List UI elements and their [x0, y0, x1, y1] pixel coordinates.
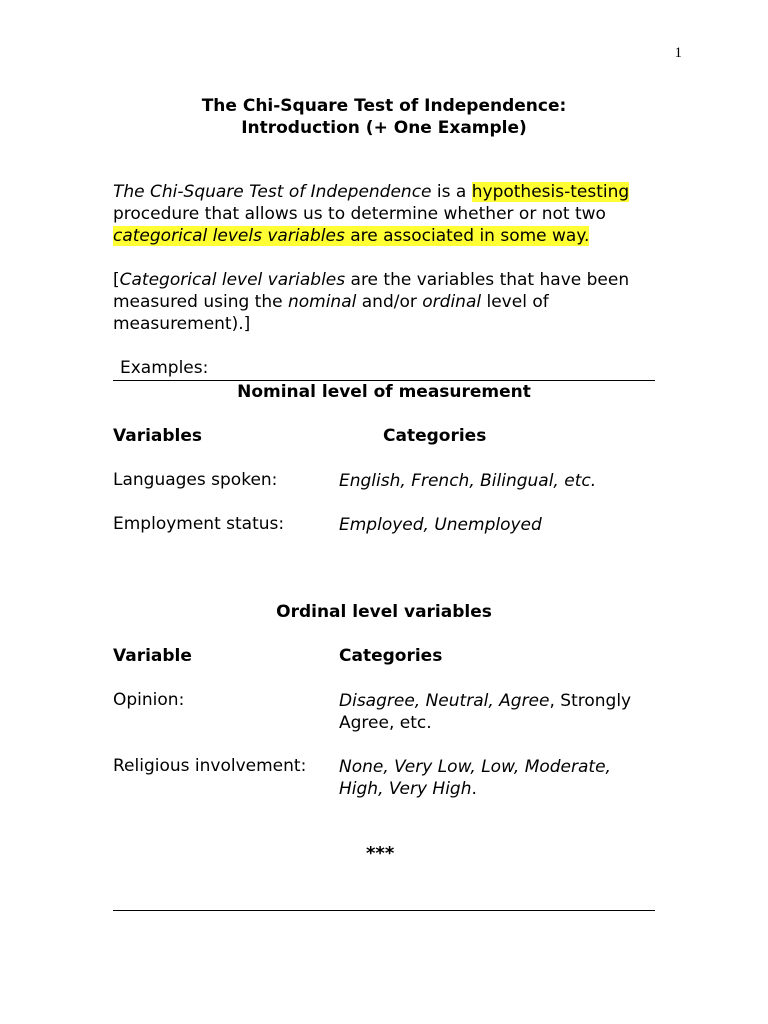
definition-line-3: measurement).]	[113, 314, 251, 334]
intro-line-2: procedure that allows us to determine whether or not two	[113, 204, 606, 224]
page-number: 1	[674, 45, 682, 61]
religious-variable: Religious involvement:	[113, 756, 307, 776]
definition-paragraph	[113, 269, 673, 335]
definition-term: Categorical level variables	[119, 270, 346, 290]
opinion-variable: Opinion:	[113, 690, 185, 710]
intro-line-1	[113, 181, 673, 203]
bottom-rule	[113, 910, 655, 911]
separator-asterisks: ***	[366, 843, 395, 864]
highlight-categorical-italic: categorical levels variables	[113, 226, 345, 246]
nominal-col-categories: Categories	[383, 426, 487, 446]
table-row-variable: Languages spoken:	[113, 470, 278, 490]
intro-line-3	[113, 225, 673, 247]
definition-line-2: measured using the nominal and/or ordinal level of	[113, 292, 549, 312]
opinion-cat-italic: Disagree, Neutral, Agree	[339, 691, 550, 711]
ordinal-heading: Ordinal level variables	[276, 602, 492, 622]
intro-paragraph	[113, 181, 673, 247]
table-row-variable: Employment status:	[113, 514, 285, 534]
intro-term: The Chi-Square Test of Independence	[113, 182, 432, 202]
nominal-heading: Nominal level of measurement	[237, 382, 531, 402]
definition-ordinal: ordinal	[422, 292, 482, 312]
table-row-categories: English, French, Bilingual, etc.	[339, 471, 597, 491]
page-title	[113, 95, 655, 139]
nominal-col-variables: Variables	[113, 426, 203, 446]
examples-label: Examples:	[120, 358, 209, 378]
ordinal-col-variable: Variable	[113, 646, 192, 666]
table-row-categories: Employed, Unemployed	[339, 515, 542, 535]
ordinal-col-categories: Categories	[339, 646, 443, 666]
definition-nominal: nominal	[287, 292, 357, 312]
highlight-associated-rest: are associated in some way.	[344, 226, 590, 246]
title-line-1: The Chi-Square Test of Independence:	[201, 96, 567, 116]
opinion-categories: Disagree, Neutral, Agree, Strongly Agree, etc.	[339, 691, 632, 733]
title-line-2: Introduction (+ One Example)	[241, 118, 527, 138]
religious-categories: None, Very Low, Low, Moderate, High, Very High.	[339, 757, 611, 799]
intro-is-a: is a	[431, 182, 472, 202]
highlight-hypothesis-testing: hypothesis-testing	[471, 182, 630, 202]
highlight-associated	[113, 226, 589, 246]
examples-rule	[113, 380, 655, 381]
definition-line-1: [Categorical level variables are the variables that have been	[113, 270, 630, 290]
